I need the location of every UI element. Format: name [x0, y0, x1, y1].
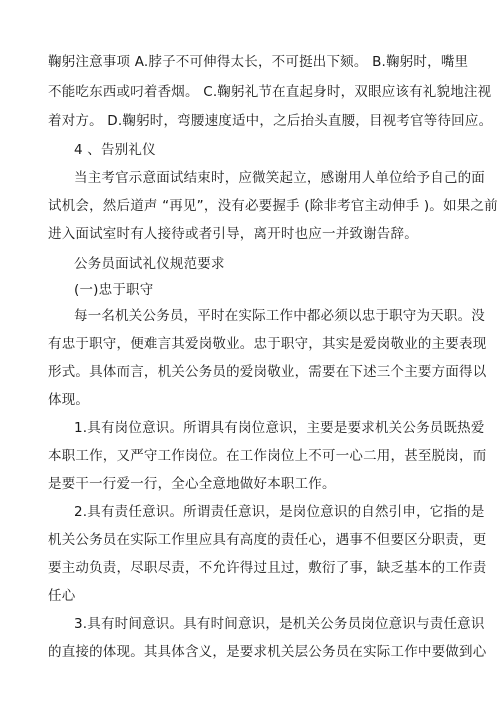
text-line-13: 体现。	[48, 392, 90, 408]
text-line-17: 2.具有责任意识。所谓责任意识，是岗位意识的自然引申，它指的是	[74, 504, 485, 520]
text-line-7: 进入面试室时有人接待或者引导，离开时也应一并致谢告辞。	[48, 226, 418, 242]
text-line-2: 不能吃东西或叼着香烟。 C.鞠躬礼节在直起身时，双眼应该有礼貌地注视	[48, 84, 492, 100]
subsection-heading-loyalty: (一)忠于职守	[74, 282, 154, 298]
text-line-3: 着对方。 D.鞠躬时，弯腰速度适中，之后抬头直腰，目视考官等待回应。	[48, 113, 493, 129]
text-line-6: 试机会，然后道声 “再见”，没有必要握手 (除非考官主动伸手 )。如果之前	[48, 198, 498, 214]
text-line-5: 当主考官示意面试结束时，应微笑起立，感谢用人单位给予自己的面	[74, 170, 485, 186]
text-line-14: 1.具有岗位意识。所谓具有岗位意识，主要是要求机关公务员既热爱	[74, 420, 485, 436]
text-line-1: 鞠躬注意事项 A.脖子不可伸得太长，不可挺出下颏。 B.鞠躬时，嘴里	[48, 54, 469, 70]
text-line-18: 机关公务员在实际工作里应具有高度的责任心，遇事不但要区分职责，更	[48, 532, 487, 548]
text-line-10: 每一名机关公务员，平时在实际工作中都必须以忠于职守为天职。没	[74, 308, 485, 324]
text-line-19: 要主动负责，尽职尽责，不允许得过且过，敷衍了事，缺乏基本的工作责	[48, 560, 487, 576]
text-line-20: 任心	[48, 588, 76, 604]
section-heading-farewell: 4 、告别礼仪	[74, 142, 156, 158]
text-line-15: 本职工作，又严守工作岗位。在工作岗位上不可一心二用，甚至脱岗，而	[48, 448, 487, 464]
text-line-12: 形式。具体而言，机关公务员的爱岗敬业，需要在下述三个主要方面得以	[48, 364, 487, 380]
text-line-11: 有忠于职守，便难言其爱岗敬业。忠于职守，其实是爱岗敬业的主要表现	[48, 336, 487, 352]
text-line-22: 的直接的体现。其具体含义，是要求机关层公务员在实际工作中要做到心	[48, 644, 487, 660]
text-line-16: 是要干一行爱一行，全心全意地做好本职工作。	[48, 476, 336, 492]
section-heading-requirements: 公务员面试礼仪规范要求	[74, 256, 225, 272]
text-line-21: 3.具有时间意识。具有时间意识，是机关公务员岗位意识与责任意识	[74, 616, 485, 632]
